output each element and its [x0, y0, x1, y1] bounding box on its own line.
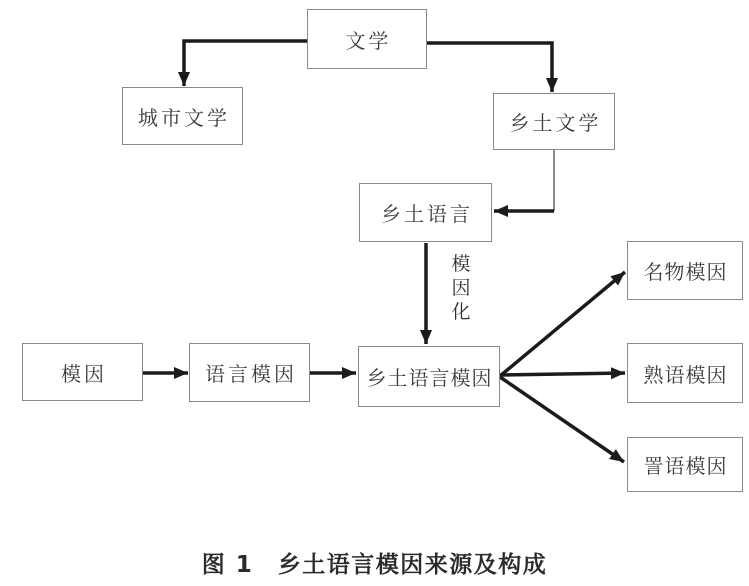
node-literature: 文学	[307, 9, 427, 69]
arrow-to-mingwu-meme	[500, 272, 625, 376]
figure-caption: 图 1 乡土语言模因来源及构成	[201, 552, 548, 578]
node-meme: 模因	[22, 343, 143, 401]
node-rural-literature: 乡土文学	[493, 93, 615, 150]
node-rural-language: 乡土语言	[359, 183, 492, 242]
arrow-to-shuyu-meme	[500, 373, 625, 375]
node-rural-language-meme: 乡土语言模因	[358, 346, 500, 407]
arrow-to-liyu-meme	[500, 377, 624, 462]
arrow-literature-to-rural	[427, 43, 552, 92]
node-mingwu-meme: 名物模因	[627, 241, 743, 300]
edge-label-memeization: 模因化	[451, 253, 471, 323]
node-language-meme: 语言模因	[189, 343, 310, 402]
node-urban-literature: 城市文学	[122, 87, 243, 145]
arrow-literature-to-urban	[184, 41, 307, 86]
node-liyu-meme: 詈语模因	[627, 437, 743, 492]
node-shuyu-meme: 熟语模因	[627, 343, 743, 403]
